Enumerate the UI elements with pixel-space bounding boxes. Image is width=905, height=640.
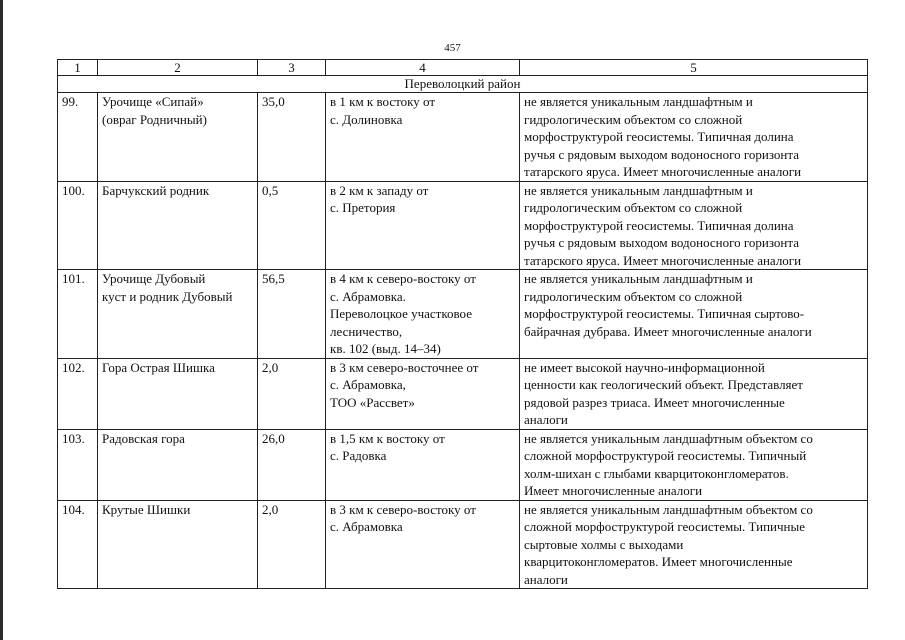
description-text-line: не является уникальным ландшафтным и	[524, 182, 753, 198]
description-text	[520, 270, 868, 359]
location-text-line: в 3 км к северо-востоку от	[330, 501, 476, 517]
area-value: 56,5	[258, 270, 326, 359]
area-value: 0,5	[258, 181, 326, 270]
location-text	[326, 270, 520, 359]
row-number: 101.	[58, 270, 98, 359]
location-text-line: в 1,5 км к востоку от	[330, 430, 445, 446]
description-text-line: не является уникальным ландшафтным и	[524, 94, 753, 109]
location-text-line: кв. 102 (выд. 14–34)	[330, 341, 441, 356]
row-number: 99.	[58, 93, 98, 182]
column-header-3: 3	[258, 60, 326, 76]
description-text-line: татарского яруса. Имеет многочисленные аналоги	[524, 164, 802, 179]
location-text-line: с. Абрамовка	[330, 519, 403, 534]
region-title: Переволоцкий район	[58, 76, 868, 93]
description-text-line: не является уникальным ландшафтным объектом со	[524, 501, 813, 517]
description-text-line: кварцитоконгломератов. Имеет многочисленные	[524, 554, 793, 569]
object-name	[98, 270, 258, 359]
area-value: 2,0	[258, 500, 326, 589]
row-number: 100.	[58, 181, 98, 270]
object-name-line: (овраг Родничный)	[102, 111, 207, 127]
description-text-line: морфоструктурой геосистемы. Типичная долина	[524, 129, 794, 144]
location-text-line: ТОО «Рассвет»	[330, 394, 415, 410]
description-text-line: рядовой разрез триаса. Имеет многочисленные	[524, 394, 785, 410]
location-text	[326, 93, 520, 182]
description-text-line: ручья с рядовым выходом водоносного горизонта	[524, 235, 799, 250]
area-value: 35,0	[258, 93, 326, 182]
description-text-line: аналоги	[524, 412, 568, 427]
area-value: 26,0	[258, 429, 326, 500]
table-row	[58, 500, 868, 589]
object-name-line: Урочище «Сипай»	[102, 94, 204, 109]
location-text-line: с. Долиновка	[330, 111, 403, 127]
description-text-line: байрачная дубрава. Имеет многочисленные аналоги	[524, 323, 812, 339]
location-text-line: с. Претория	[330, 200, 396, 215]
object-name-line: Радовская гора	[102, 430, 185, 446]
description-text-line: гидрологическим объектом со сложной	[524, 200, 743, 215]
table-row	[58, 358, 868, 429]
column-header-1: 1	[58, 60, 98, 76]
nature-objects-table	[57, 59, 868, 589]
table-body	[58, 60, 868, 589]
description-text-line: морфоструктурой геосистемы. Типичная сыртово-	[524, 306, 805, 321]
area-value: 2,0	[258, 358, 326, 429]
location-text	[326, 500, 520, 589]
description-text-line: сложной морфоструктурой геосистемы. Типичный	[524, 448, 807, 463]
object-name-line: Крутые Шишки	[102, 501, 191, 517]
description-text-line: не является уникальным ландшафтным объектом со	[524, 430, 813, 446]
object-name	[98, 429, 258, 500]
table-row	[58, 181, 868, 270]
location-text-line: лесничество,	[330, 323, 403, 339]
description-text	[520, 500, 868, 589]
column-header-2: 2	[98, 60, 258, 76]
description-text	[520, 181, 868, 270]
location-text-line: с. Радовка	[330, 448, 387, 463]
object-name-line: Гора Острая Шишка	[102, 359, 215, 375]
location-text	[326, 181, 520, 270]
object-name	[98, 181, 258, 270]
location-text-line: в 2 км к западу от	[330, 182, 429, 198]
object-name	[98, 500, 258, 589]
description-text-line: ручья с рядовым выходом водоносного горизонта	[524, 146, 799, 162]
description-text-line: аналоги	[524, 571, 568, 587]
row-number: 104.	[58, 500, 98, 589]
column-number-row	[58, 60, 868, 76]
location-text-line: в 1 км к востоку от	[330, 94, 436, 109]
description-text-line: Имеет многочисленные аналоги	[524, 483, 703, 498]
location-text-line: с. Абрамовка.	[330, 288, 406, 304]
description-text-line: татарского яруса. Имеет многочисленные аналоги	[524, 252, 802, 268]
description-text	[520, 93, 868, 182]
table-row	[58, 270, 868, 359]
location-text-line: в 3 км северо-восточнее от	[330, 359, 479, 375]
page-number: 457	[444, 42, 461, 54]
row-number: 102.	[58, 358, 98, 429]
location-text-line: с. Абрамовка,	[330, 377, 406, 392]
location-text-line: Переволоцкое участковое	[330, 306, 472, 321]
location-text	[326, 358, 520, 429]
object-name	[98, 93, 258, 182]
location-text-line: в 4 км к северо-востоку от	[330, 271, 476, 286]
table-row	[58, 429, 868, 500]
object-name-line: куст и родник Дубовый	[102, 288, 233, 304]
description-text-line: холм-шихан с глыбами кварцитоконгломератов.	[524, 465, 789, 481]
description-text	[520, 358, 868, 429]
column-header-4: 4	[326, 60, 520, 76]
description-text-line: сложной морфоструктурой геосистемы. Типичные	[524, 519, 806, 534]
description-text-line: морфоструктурой геосистемы. Типичная долина	[524, 217, 794, 233]
location-text	[326, 429, 520, 500]
description-text-line: гидрологическим объектом со сложной	[524, 111, 743, 127]
description-text-line: не имеет высокой научно-информационной	[524, 359, 765, 375]
table-row	[58, 93, 868, 182]
page-left-edge	[0, 0, 3, 640]
description-text-line: гидрологическим объектом со сложной	[524, 288, 743, 304]
column-header-5: 5	[520, 60, 868, 76]
object-name-line: Урочище Дубовый	[102, 271, 206, 286]
row-number: 103.	[58, 429, 98, 500]
description-text-line: не является уникальным ландшафтным и	[524, 271, 753, 286]
region-row	[58, 76, 868, 93]
object-name-line: Барчукский родник	[102, 182, 210, 198]
description-text	[520, 429, 868, 500]
description-text-line: сыртовые холмы с выходами	[524, 536, 684, 552]
object-name	[98, 358, 258, 429]
description-text-line: ценности как геологический объект. Представляет	[524, 377, 803, 392]
